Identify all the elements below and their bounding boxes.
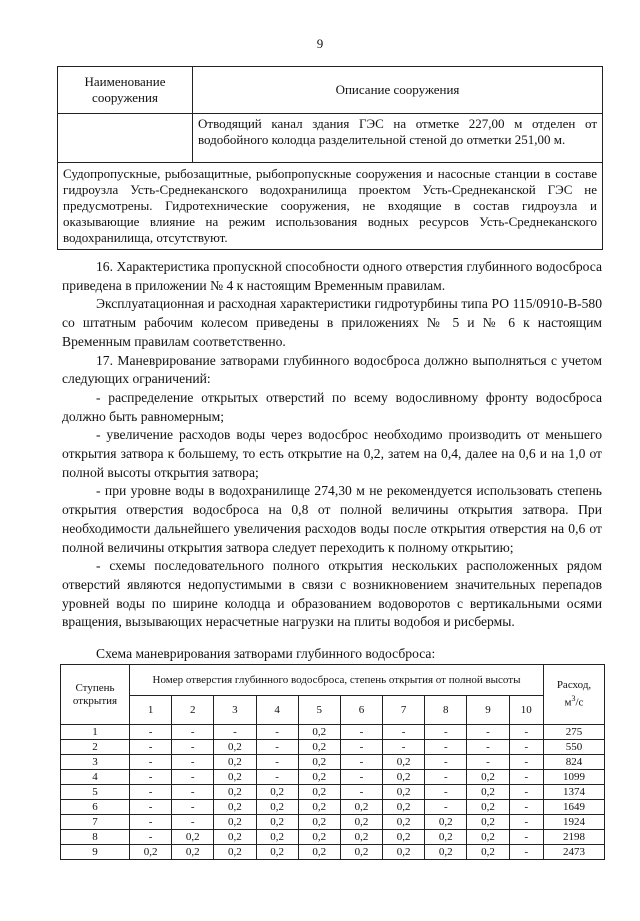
opening-cell: - [172,725,214,740]
paragraph-16: 16. Характеристика пропускной способности одного отверстия глубинного водосброса приведена в приложении № 4 к настоящим Временным правилам. [62,259,602,293]
opening-cell: 0,2 [467,845,509,860]
opening-cell: - [383,740,425,755]
opening-cell: 0,2 [383,770,425,785]
structures-note: Судопропускные, рыбозащитные, рыбопропускные сооружения и насосные станции в составе гидроузла Усть-Среднеканского водохранилища проектом Усть-Среднеканской ГЭС не предусмотрены. Гидротехнические сооружения, не входящие в состав гидроузла и оказывающие влияние на режим использования водных ресурсов Усть-Среднеканского водохранилища, отсутствуют. [58,163,603,250]
hole-number-header: 8 [425,696,467,725]
hole-number-header: 7 [383,696,425,725]
header-hole-numbers: Номер отверстия глубинного водосброса, степень открытия от полной высоты [130,665,544,696]
opening-cell: 0,2 [214,845,256,860]
restriction-item: - распределение открытых отверстий по всему водосливному фронту водосброса должно быть равномерным; [62,389,602,424]
structures-table [57,66,603,250]
hole-number-header: 6 [340,696,382,725]
opening-cell: 0,2 [256,830,298,845]
opening-cell: - [130,815,172,830]
restriction-item: - при уровне воды в водохранилище 274,30 м не рекомендуется использовать степень открытия отверстия водосброса на 0,8 от полной величины открытия затвора. При необходимости дальнейшего увеличения расходов воды после открытия отверстия на 0,6 от полной величины открытия затвора следует переходить к полному открытию; [62,483,602,555]
table-row [61,830,605,845]
opening-cell: - [467,740,509,755]
opening-cell: 0,2 [298,785,340,800]
opening-cell: 0,2 [383,755,425,770]
step-cell: 4 [61,770,130,785]
scheme-title: Схема маневрирования затворами глубинного водосброса: [96,646,436,661]
opening-cell: - [425,785,467,800]
step-cell: 8 [61,830,130,845]
opening-cell: 0,2 [340,800,382,815]
paragraph-17: 17. Маневрирование затворами глубинного водосброса должно выполняться с учетом следующих ограничений: [62,352,602,387]
hole-number-header: 9 [467,696,509,725]
opening-cell: - [130,725,172,740]
opening-cell: 0,2 [467,815,509,830]
opening-cell: 0,2 [130,845,172,860]
opening-cell: 0,2 [340,815,382,830]
opening-cell: - [509,740,543,755]
opening-cell: 0,2 [214,785,256,800]
table-row [61,815,605,830]
hole-number-header: 5 [298,696,340,725]
opening-cell: - [130,740,172,755]
opening-cell: 0,2 [425,845,467,860]
step-cell: 1 [61,725,130,740]
opening-cell: - [130,755,172,770]
opening-cell: 0,2 [425,830,467,845]
step-cell: 3 [61,755,130,770]
hole-number-header: 3 [214,696,256,725]
body-text [62,258,602,632]
opening-cell: 0,2 [214,770,256,785]
opening-cell: - [214,725,256,740]
opening-cell: - [172,815,214,830]
opening-cell: - [467,755,509,770]
empty-name-cell [58,114,193,163]
flow-cell: 2473 [544,845,605,860]
opening-cell: - [256,725,298,740]
opening-cell: - [172,740,214,755]
opening-cell: 0,2 [256,800,298,815]
opening-cell: - [383,725,425,740]
opening-cell: 0,2 [383,845,425,860]
opening-cell: - [340,770,382,785]
hole-number-header: 10 [509,696,543,725]
opening-cell: - [256,755,298,770]
gate-scheme-table [60,664,605,860]
opening-cell: 0,2 [172,845,214,860]
table-row [61,770,605,785]
opening-cell: 0,2 [214,800,256,815]
opening-cell: 0,2 [298,755,340,770]
opening-cell: 0,2 [383,785,425,800]
opening-cell: - [467,725,509,740]
hole-number-header: 4 [256,696,298,725]
opening-cell: 0,2 [298,740,340,755]
restriction-item: - схемы последовательного полного открытия нескольких расположенных рядом отверстий являются недопустимыми в связи с возникновением значительных перепадов уровней воды по ширине колодца и образованием водоворотов с вертикальными осями вращения, вызывающих нерасчетные нагрузки на плиты водобоя и рисбермы. [62,558,602,630]
opening-cell: 0,2 [172,830,214,845]
opening-cell: - [256,740,298,755]
opening-cell: 0,2 [214,740,256,755]
opening-cell: 0,2 [298,770,340,785]
header-flow-unit-sup: 3 [571,694,576,704]
step-cell: 6 [61,800,130,815]
opening-cell: - [172,755,214,770]
opening-cell: 0,2 [298,725,340,740]
opening-cell: 0,2 [214,830,256,845]
opening-cell: 0,2 [467,800,509,815]
opening-cell: - [509,785,543,800]
opening-cell: - [256,770,298,785]
opening-cell: - [425,740,467,755]
step-cell: 5 [61,785,130,800]
header-flow [544,665,605,725]
opening-cell: 0,2 [467,770,509,785]
opening-cell: - [130,830,172,845]
header-step: Ступень открытия [61,665,130,725]
opening-cell: 0,2 [256,785,298,800]
opening-cell: 0,2 [214,815,256,830]
flow-cell: 1099 [544,770,605,785]
opening-cell: - [425,800,467,815]
opening-cell: 0,2 [298,845,340,860]
opening-cell: - [509,830,543,845]
opening-cell: 0,2 [298,815,340,830]
opening-cell: - [425,770,467,785]
opening-cell: 0,2 [214,755,256,770]
opening-cell: 0,2 [256,815,298,830]
opening-cell: 0,2 [383,815,425,830]
step-cell: 2 [61,740,130,755]
opening-cell: - [340,785,382,800]
paragraph-turbine: Эксплуатационная и расходная характеристики гидротурбины типа РО 115/0910-В-580 со штатным рабочим колесом приведены в приложениях № 5 и № 6 к настоящим Временным правилам соответственно. [62,296,602,349]
header-flow-label: Расход, [556,679,592,692]
opening-cell: 0,2 [256,845,298,860]
table-row [61,755,605,770]
step-cell: 9 [61,845,130,860]
flow-cell: 2198 [544,830,605,845]
flow-cell: 1649 [544,800,605,815]
table-row [61,800,605,815]
table-row [61,740,605,755]
opening-cell: - [425,725,467,740]
opening-cell: 0,2 [340,845,382,860]
opening-cell: - [340,755,382,770]
opening-cell: - [130,800,172,815]
opening-cell: 0,2 [298,830,340,845]
opening-cell: 0,2 [467,830,509,845]
flow-cell: 1374 [544,785,605,800]
table-row [61,785,605,800]
opening-cell: - [509,845,543,860]
flow-cell: 824 [544,755,605,770]
flow-cell: 550 [544,740,605,755]
opening-cell: 0,2 [425,815,467,830]
opening-cell: - [340,740,382,755]
hole-number-header: 2 [172,696,214,725]
table-row [61,845,605,860]
opening-cell: - [130,770,172,785]
opening-cell: - [425,755,467,770]
opening-cell: 0,2 [298,800,340,815]
opening-cell: 0,2 [383,830,425,845]
outlet-channel-description: Отводящий канал здания ГЭС на отметке 227,00 м отделен от водобойного колодца разделительной стеной до отметки 251,00 м. [193,114,603,163]
opening-cell: 0,2 [467,785,509,800]
opening-cell: - [509,800,543,815]
header-structure-description: Описание сооружения [193,67,603,114]
header-flow-unit-tail: /с [575,696,584,709]
opening-cell: - [172,770,214,785]
page-number: 9 [316,36,324,51]
opening-cell: 0,2 [383,800,425,815]
opening-cell: - [509,770,543,785]
table-row [61,725,605,740]
opening-cell: - [172,800,214,815]
header-flow-unit: м [564,696,572,709]
opening-cell: 0,2 [340,830,382,845]
restriction-item: - увеличение расходов воды через водосброс необходимо производить от меньшего открытия затвора к большему, то есть открытие на 0,2, затем на 0,4, далее на 0,6 и на 1,0 от полной высоты открытия затвора; [62,427,602,480]
opening-cell: - [509,725,543,740]
opening-cell: - [172,785,214,800]
header-structure-name: Наименование сооружения [58,67,193,114]
opening-cell: - [509,755,543,770]
flow-cell: 1924 [544,815,605,830]
opening-cell: - [340,725,382,740]
flow-cell: 275 [544,725,605,740]
opening-cell: - [509,815,543,830]
hole-number-header: 1 [130,696,172,725]
step-cell: 7 [61,815,130,830]
opening-cell: - [130,785,172,800]
